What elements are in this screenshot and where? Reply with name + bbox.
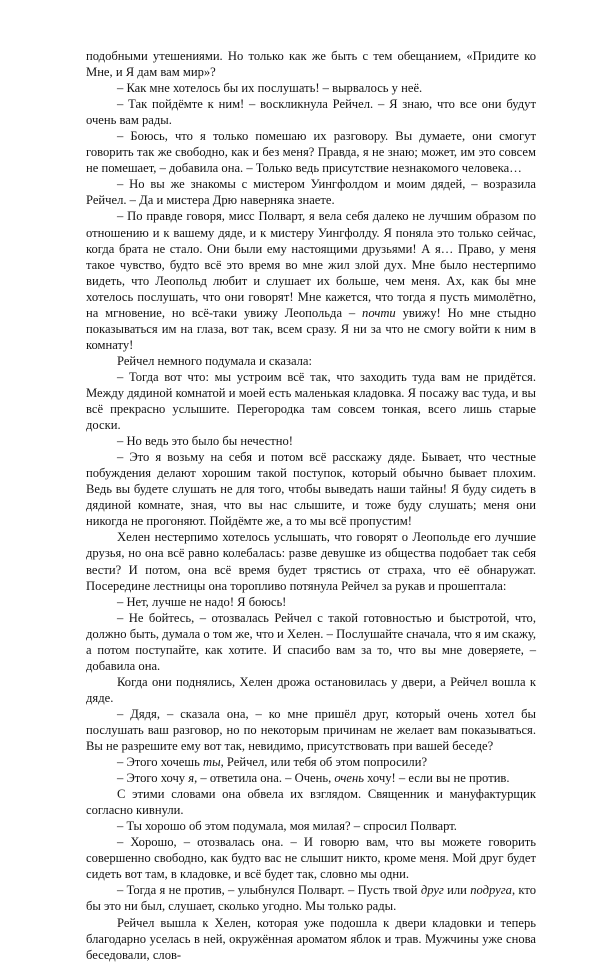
emphasis-text: очень [334,771,364,786]
text-run: – По правде говоря, мисс Полварт, я вела себя далеко не лучшим образом по отношению и к вашему дяде, и к мистеру Уингфолду. Я поняла это только сейчас, когда брата не стало. Они были ему настоящими друзьями! А я… Право, у меня такое чувство, будто всё это время во мне жил злой дух. Мне было нестерпимо видеть, что Леопольд любит и слушает их больше, чем меня. Ах, как бы мне хотелось послушать, что они говорят! Мне кажется, что тогда я пусть мимолётно, на мгновение, но всё-таки увижу Леопольда – [86,209,536,320]
text-run: С этими словами она обвела их взглядом. Священник и мануфактурщик согласно кивнули. [86,787,536,818]
emphasis-text: я [188,771,195,786]
paragraph [86,754,536,770]
paragraph [86,208,536,352]
page-text [86,48,536,963]
text-run: , кто бы это ни был, слушает, сколько угодно. Мы только рады. [86,883,536,914]
paragraph [86,786,536,818]
paragraph [86,128,536,176]
text-run: увижу! Но мне стыдно показываться им на глаза, вот так, всем сразу. Я ни за что не смогу войти к ним в комнату! [86,305,536,352]
text-run: – Это я возьму на себя и потом всё расскажу дяде. Бывает, что честные побуждения делают хорошим такой поступок, который обычно бывает плохим. Ведь вы будете слушать не для того, чтобы выведать наши тайны! Я буду сидеть в дядиной комнате, зная, что вы нас слышите, и тоже буду слушать; меня они никогда не прогоняют. Пойдёмте же, а то мы всё пропустим! [86,450,536,529]
paragraph [86,96,536,128]
emphasis-text: ты [203,755,221,770]
text-run: – Хорошо, – отозвалась она. – И говорю вам, что вы можете говорить совершенно свободно, как будто вас не слышит никто, кроме меня. Мой друг будет сидеть вот там, в кладовке, и всё будет так, словно мы одни. [86,835,536,882]
text-run: хочу! – если вы не против. [363,771,510,786]
paragraph [86,915,536,963]
text-run: – Боюсь, что я только помешаю их разговору. Вы думаете, они смогут говорить так же свободно, как и без меня? Правда, я не знаю; может, им это совсем не помешает, – добавила она. – Только ведь присутствие незнакомого человека… [86,129,536,176]
emphasis-text: подруга [470,883,512,898]
paragraph [86,882,536,914]
paragraph [86,770,536,786]
text-run: Когда они поднялись, Хелен дрожа остановилась у двери, а Рейчел вошла к дяде. [86,674,536,705]
text-run: – Как мне хотелось бы их послушать! – вырвалось у неё. [117,81,423,96]
paragraph [86,529,536,593]
paragraph [86,818,536,834]
text-run: – Дядя, – сказала она, – ко мне пришёл друг, который очень хотел бы послушать ваш разговор, но по некоторым причинам не желает вам показываться. Вы не разрешите ему вот так, невидимо, присутствовать при вашей беседе? [86,706,536,754]
text-run: Рейчел немного подумала и сказала: [117,353,313,368]
paragraph [86,834,536,882]
emphasis-text: почти [362,305,396,320]
paragraph [86,353,536,369]
paragraph [86,433,536,449]
paragraph [86,449,536,529]
paragraph [86,369,536,433]
text-run: – Но вы же знакомы с мистером Уингфолдом и моим дядей, – возразила Рейчел. – Да и мистера Дрю наверняка знаете. [86,177,536,208]
text-run: Рейчел вышла к Хелен, которая уже подошла к двери кладовки и теперь благодарно уселась в ней, окружённая ароматом яблок и трав. Мужчины уже снова беседовали, слов- [86,915,536,962]
paragraph [86,48,536,80]
emphasis-text: друг [420,883,444,898]
paragraph [86,674,536,706]
paragraph [86,176,536,208]
paragraph [86,610,536,674]
paragraph [86,594,536,610]
text-run: , Рейчел, или тебя об этом попросили? [220,755,428,770]
text-run: – Этого хочу [117,771,189,786]
text-run: – Но ведь это было бы нечестно! [117,434,293,449]
text-run: – Нет, лучше не надо! Я боюсь! [117,594,287,609]
text-run: – Этого хочешь [117,755,203,770]
text-run: подобными утешениями. Но только как же быть с тем обещанием, «Придите ко Мне, и Я дам вам мир»? [86,49,536,80]
text-run: – Так пойдёмте к ним! – воскликнула Рейчел. – Я знаю, что все они будут очень вам рады. [86,97,536,128]
text-run: – Не бойтесь, – отозвалась Рейчел с такой готовностью и быстротой, что, должно быть, думала о том же, что и Хелен. – Послушайте сначала, что я им скажу, а потом поступайте, как хотите. И спасибо вам за то, что вы мне доверяете, – добавила она. [86,610,536,673]
paragraph [86,706,536,754]
paragraph [86,80,536,96]
text-run: или [443,883,471,898]
text-run: Хелен нестерпимо хотелось услышать, что говорят о Леопольде его лучшие друзья, но она всё равно колебалась: разве девушке из общества подобает так себя вести? И потом, она всё время будет трястись от страха, что её обнаружат. Посередине лестницы она торопливо потянула Рейчел за рукав и прошептала: [86,530,536,593]
text-run: – Ты хорошо об этом подумала, моя милая? – спросил Полварт. [117,819,457,834]
text-run: , – ответила она. – Очень, [194,771,335,786]
text-run: – Тогда вот что: мы устроим всё так, что заходить туда вам не придётся. Между дядиной комнатой и моей есть маленькая кладовка. Я посажу вас туда, и вы всё прекрасно услышите. Перегородка там совсем тонкая, всего лишь старые доски. [86,369,536,433]
text-run: – Тогда я не против, – улыбнулся Полварт. – Пусть твой [117,883,421,898]
